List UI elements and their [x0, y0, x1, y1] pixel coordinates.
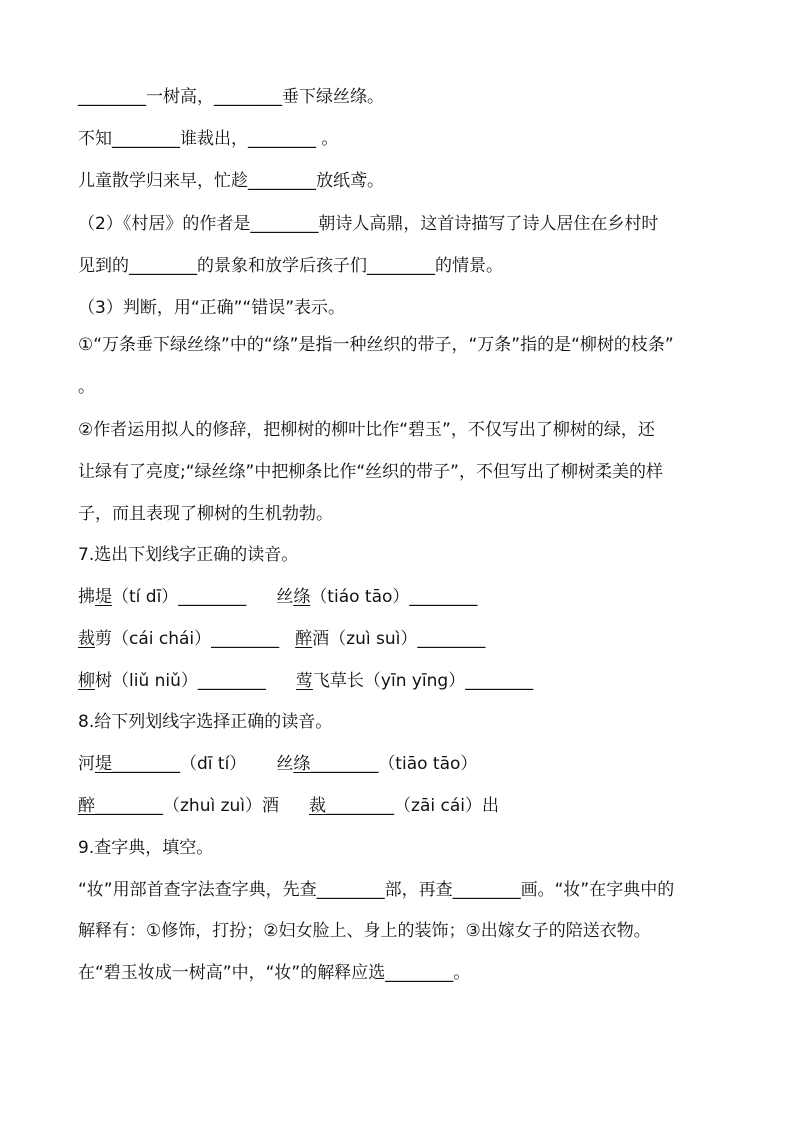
- q7-row-2: 裁剪（cái chái）________ 醉酒（zuì suì）________: [78, 629, 486, 649]
- statement-1-line-1: ①“万条垂下绿丝绦”中的“绦”是指一种丝织的带子，“万条”指的是“柳树的枝条”: [78, 335, 674, 355]
- q7-row-3: 柳树（liǔ niǔ）________ 莺飞草长（yīn yīng）________: [78, 671, 534, 691]
- question-9-line-3: 在“碧玉妆成一树高”中，“妆”的解释应选________。: [78, 963, 471, 983]
- question-3-title: （3）判断，用“正确”“错误”表示。: [78, 298, 346, 318]
- question-9-line-1: “妆”用部首查字法查字典，先查________部，再查________画。“妆”在字典中的: [78, 880, 675, 900]
- question-9-line-2: 解释有：①修饰，打扮；②妇女脸上、身上的装饰；③出嫁女子的陪送衣物。: [78, 921, 651, 941]
- question-9-title: 9.查字典，填空。: [78, 838, 214, 858]
- q8-row-2: 醉________（zhuì zuì）酒 裁________（zāi cái）出: [78, 796, 499, 816]
- poem-line-1: ________一树高，________垂下绿丝绦。: [78, 87, 384, 107]
- q7-row-1: 拂堤（tí dī）________ 丝绦（tiáo tāo）________: [78, 587, 478, 607]
- statement-1-line-2: 。: [78, 377, 95, 397]
- question-8-title: 8.给下列划线字选择正确的读音。: [78, 712, 333, 732]
- question-2-line-2: 见到的________的景象和放学后孩子们________的情景。: [78, 256, 503, 276]
- statement-2-line-1: ②作者运用拟人的修辞，把柳树的柳叶比作“碧玉”，不仅写出了柳树的绿，还: [78, 420, 655, 440]
- poem-line-2: 不知________谁裁出，________ 。: [78, 129, 339, 149]
- q8-row-1: 河堤________（dī tí） 丝绦________（tiāo tāo）: [78, 754, 478, 774]
- poem-line-3: 儿童散学归来早，忙趁________放纸鸢。: [78, 171, 384, 191]
- statement-2-line-3: 子，而且表现了柳树的生机勃勃。: [78, 504, 333, 524]
- question-2-line-1: （2）《村居》的作者是________朝诗人高鼎，这首诗描写了诗人居住在乡村时: [78, 214, 659, 234]
- statement-2-line-2: 让绿有了亮度;“绿丝绦”中把柳条比作“丝织的带子”，不但写出了柳树柔美的样: [78, 462, 663, 482]
- question-7-title: 7.选出下划线字正确的读音。: [78, 545, 299, 565]
